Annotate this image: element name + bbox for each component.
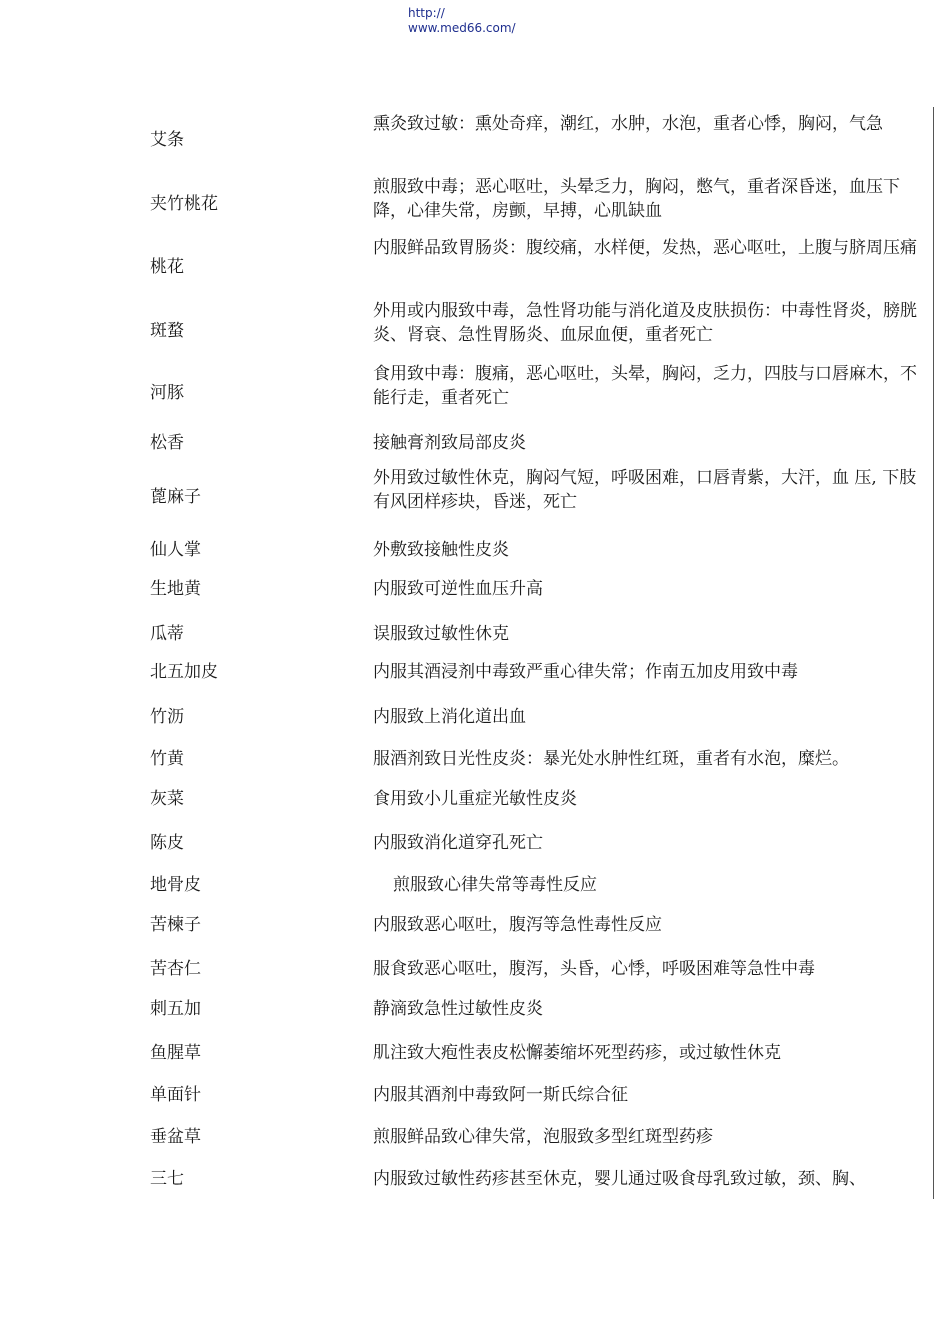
herb-name: 竹黄: [150, 749, 184, 769]
reaction-description: 服酒剂致日光性皮炎：暴光处水肿性红斑，重者有水泡，糜烂。: [373, 749, 849, 769]
reaction-description: 外用或内服致中毒，急性肾功能与消化道及皮肤损伤：中毒性肾炎，膀胱炎、肾衰、急性胃肠炎、血尿血便，重者死亡: [373, 301, 917, 345]
herb-name: 刺五加: [150, 999, 201, 1019]
herb-name: 蓖麻子: [150, 487, 201, 507]
reaction-description: 误服致过敏性休克: [373, 624, 509, 644]
herb-name: 灰菜: [150, 789, 184, 809]
herb-name: 鱼腥草: [150, 1043, 201, 1063]
herb-name: 苦杏仁: [150, 959, 201, 979]
herb-name: 苦楝子: [150, 915, 201, 935]
reaction-description: 肌注致大疱性表皮松懈萎缩坏死型药疹，或过敏性休克: [373, 1043, 781, 1063]
reaction-description: 内服致上消化道出血: [373, 707, 526, 727]
reaction-description: 内服其酒剂中毒致阿一斯氏综合征: [373, 1085, 628, 1105]
herb-name: 夹竹桃花: [150, 194, 218, 214]
reaction-description: 食用致中毒：腹痛，恶心呕吐，头晕，胸闷，乏力，四肢与口唇麻木，不能行走，重者死亡: [373, 364, 917, 408]
reaction-description: 静滴致急性过敏性皮炎: [373, 999, 543, 1019]
reaction-description: 熏灸致过敏：熏处奇痒，潮红，水肿，水泡，重者心悸，胸闷，气急: [373, 114, 883, 134]
reaction-description: 内服鲜品致胃肠炎：腹绞痛，水样便，发热，恶心呕吐，上腹与脐周压痛: [373, 238, 917, 258]
herb-name: 垂盆草: [150, 1127, 201, 1147]
herb-name: 松香: [150, 433, 184, 453]
reaction-description: 外敷致接触性皮炎: [373, 540, 509, 560]
herb-name: 艾条: [150, 130, 184, 150]
reaction-description: 煎服致中毒；恶心呕吐，头晕乏力，胸闷，憋气，重者深昏迷，血压下降，心律失常，房颤，早搏，心肌缺血: [373, 177, 900, 221]
header-url-line2[interactable]: www.med66.com/: [408, 21, 516, 35]
herb-name: 陈皮: [150, 833, 184, 853]
header-url[interactable]: [408, 6, 516, 36]
reaction-description: 内服致恶心呕吐，腹泻等急性毒性反应: [373, 915, 662, 935]
herb-name: 地骨皮: [150, 875, 201, 895]
herb-name: 瓜蒂: [150, 624, 184, 644]
herb-name: 北五加皮: [150, 662, 218, 682]
herb-name: 单面针: [150, 1085, 201, 1105]
reaction-description: 内服致消化道穿孔死亡: [373, 833, 543, 853]
reaction-description: 内服其酒浸剂中毒致严重心律失常；作南五加皮用致中毒: [373, 662, 798, 682]
reaction-description: 食用致小儿重症光敏性皮炎: [373, 789, 577, 809]
herb-name: 竹沥: [150, 707, 184, 727]
herb-name: 仙人掌: [150, 540, 201, 560]
herb-name: 斑蝥: [150, 321, 184, 341]
reaction-description: 外用致过敏性休克，胸闷气短，呼吸困难，口唇青紫，大汗，血 压, 下肢有风团样疹块，昏迷，死亡: [373, 468, 917, 512]
herb-name: 生地黄: [150, 579, 201, 599]
header-url-line1[interactable]: http://: [408, 6, 445, 20]
reaction-description: 接触膏剂致局部皮炎: [373, 433, 526, 453]
herb-name: 河豚: [150, 383, 184, 403]
reaction-description: 煎服鲜品致心律失常，泡服致多型红斑型药疹: [373, 1127, 713, 1147]
table-right-border: [933, 107, 934, 1199]
herb-name: 三七: [150, 1169, 184, 1189]
reaction-description: 煎服致心律失常等毒性反应: [393, 875, 597, 895]
reaction-description: 服食致恶心呕吐，腹泻，头昏，心悸，呼吸困难等急性中毒: [373, 959, 815, 979]
reaction-description: 内服致过敏性药疹甚至休克，婴儿通过吸食母乳致过敏，颈、胸、: [373, 1169, 866, 1189]
reaction-description: 内服致可逆性血压升高: [373, 579, 543, 599]
herb-name: 桃花: [150, 257, 184, 277]
